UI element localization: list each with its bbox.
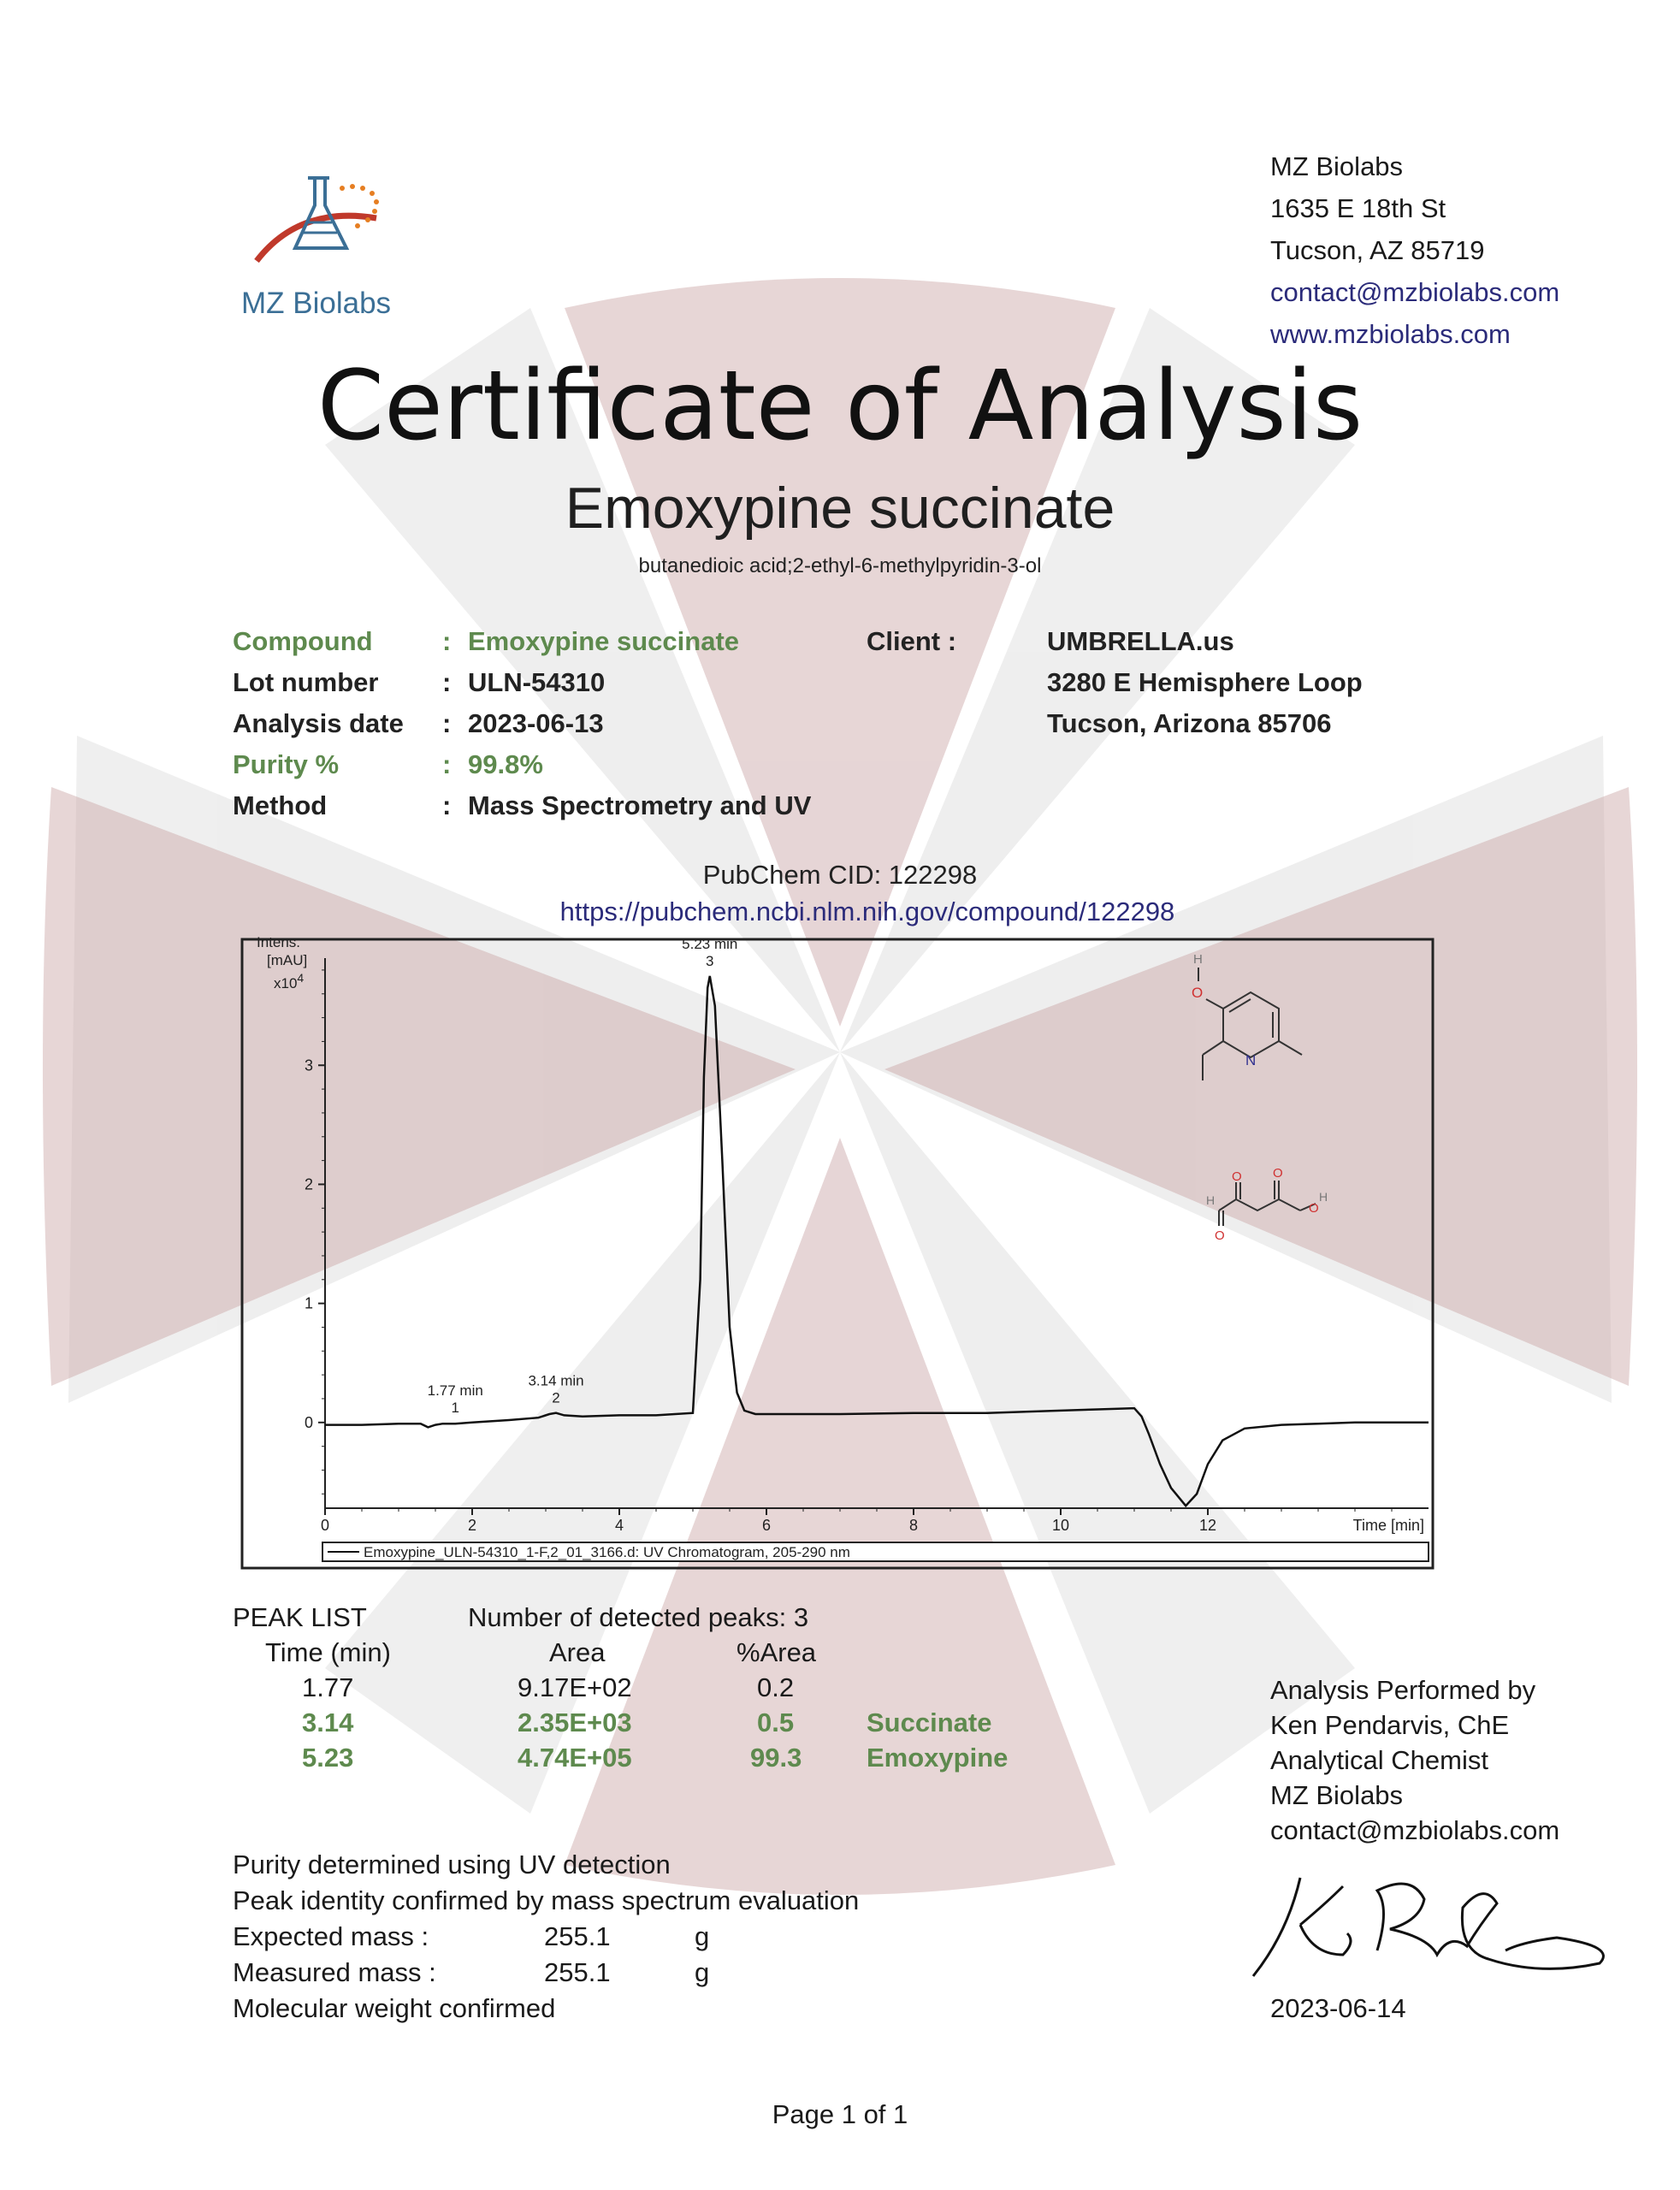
acid-o: O (1309, 1201, 1319, 1216)
x-tick-label: 0 (320, 1517, 330, 1534)
x-tick-label: 2 (467, 1517, 477, 1534)
compound-label: Compound (233, 626, 373, 656)
client-street: 3280 E Hemisphere Loop (1047, 667, 1363, 697)
expected-mass-unit: g (695, 1921, 710, 1951)
purity-value: 99.8% (468, 749, 543, 779)
analyst-block (1270, 1672, 1559, 1848)
analyst-title: Analytical Chemist (1270, 1745, 1488, 1775)
client-city: Tucson, Arizona 85706 (1047, 708, 1332, 738)
table-row-name: Succinate (867, 1708, 992, 1737)
chromatogram-trace (325, 976, 1429, 1506)
chart-frame (242, 939, 1433, 1568)
x-tick-label: 10 (1051, 1517, 1070, 1534)
ylabel-line-3: $x10^4$ (274, 971, 305, 991)
y-tick-label: 3 (304, 1057, 313, 1074)
signature (1249, 1856, 1625, 1993)
table-row-area: 4.74E+05 (518, 1743, 632, 1773)
table-row-area: 9.17E+02 (518, 1672, 632, 1702)
table-row-time: 1.77 (302, 1672, 354, 1702)
measured-mass-label: Measured mass : (233, 1957, 436, 1987)
lab-street: 1635 E 18th St (1270, 193, 1446, 223)
note-mw-confirmed: Molecular weight confirmed (233, 1993, 556, 2023)
succinic-acid-structure-icon (1219, 1181, 1316, 1226)
acid-o: O (1273, 1166, 1283, 1181)
measured-mass-value: 255.1 (544, 1957, 611, 1987)
note-uv: Purity determined using UV detection (233, 1850, 671, 1879)
peak-time-label: 1.77 min (427, 1382, 483, 1399)
client-label: Client : (867, 626, 957, 656)
table-row-percent: 0.5 (757, 1708, 795, 1737)
table-row-area: 2.35E+03 (518, 1708, 632, 1737)
x-tick-label: 6 (761, 1517, 772, 1534)
peak-number-label: 1 (451, 1399, 459, 1416)
detected-peaks-count: Number of detected peaks: 3 (468, 1602, 809, 1632)
page-title: Certificate of Analysis (316, 351, 1364, 462)
expected-mass-label: Expected mass : (233, 1921, 429, 1951)
compound-value: Emoxypine succinate (468, 626, 740, 656)
colon: : (442, 790, 452, 820)
measured-mass-unit: g (695, 1957, 710, 1987)
date-value: 2023-06-13 (468, 708, 604, 738)
acid-o: O (1232, 1169, 1242, 1184)
table-row-percent: 99.3 (750, 1743, 802, 1773)
peak-number-label: 3 (706, 952, 714, 969)
table-row-time: 3.14 (302, 1708, 354, 1737)
y-tick-label: 0 (304, 1413, 313, 1431)
xlabel: Time [min] (1352, 1517, 1424, 1534)
y-tick-label: 2 (304, 1175, 313, 1193)
expected-mass-value: 255.1 (544, 1921, 611, 1951)
uv-chromatogram (240, 937, 1437, 1570)
lab-email-link[interactable]: contact@mzbiolabs.com (1270, 277, 1560, 307)
header-area: Area (549, 1637, 606, 1667)
note-mass-spec: Peak identity confirmed by mass spectrum evaluation (233, 1885, 860, 1915)
peak-time-label: 3.14 min (528, 1372, 584, 1389)
acid-h-left: H (1206, 1193, 1216, 1207)
y-tick-label: 1 (304, 1294, 313, 1312)
header-time: Time (min) (265, 1637, 391, 1667)
iupac-name: butanedioic acid;2-ethyl-6-methylpyridin-3-ol (638, 554, 1042, 577)
colon: : (442, 667, 452, 697)
structure-n: N (1245, 1052, 1257, 1068)
analyst-email: contact@mzbiolabs.com (1270, 1815, 1560, 1845)
page-number: Page 1 of 1 (772, 2099, 908, 2129)
x-tick-label: 4 (614, 1517, 624, 1534)
date-label: Analysis date (233, 708, 404, 738)
flask-logo-icon (248, 171, 419, 274)
compound-subtitle: Emoxypine succinate (565, 476, 1115, 541)
ylabel-line-1: Intens. (257, 937, 301, 950)
method-label: Method (233, 790, 328, 820)
analyst-name: Ken Pendarvis, ChE (1270, 1710, 1510, 1740)
method-value: Mass Spectrometry and UV (468, 790, 812, 820)
logo-text: MZ Biolabs (241, 287, 392, 320)
client-name: UMBRELLA.us (1047, 626, 1234, 656)
ylabel-line-2: [mAU] (267, 952, 308, 968)
x-tick-label: 12 (1198, 1517, 1217, 1534)
analyst-org: MZ Biolabs (1270, 1780, 1404, 1810)
peak-time-label: 5.23 min (682, 937, 738, 952)
lab-web-link[interactable]: www.mzbiolabs.com (1270, 319, 1511, 349)
table-row-name: Emoxypine (867, 1743, 1009, 1773)
lot-label: Lot number (233, 667, 379, 697)
peak-list-title: PEAK LIST (233, 1602, 367, 1632)
x-tick-label: 8 (908, 1517, 919, 1534)
pubchem-link[interactable]: https://pubchem.ncbi.nlm.nih.gov/compound/122298 (559, 897, 1175, 926)
lab-address (1270, 145, 1559, 355)
structure-h: H (1193, 952, 1203, 967)
analyst-line: Analysis Performed by (1270, 1675, 1536, 1705)
signature-date: 2023-06-14 (1270, 1993, 1406, 2023)
acid-o: O (1215, 1228, 1225, 1243)
header-percent: %Area (736, 1637, 817, 1667)
legend-text: Emoxypine_ULN-54310_1-F,2_01_3166.d: UV Chromatogram, 205-290 nm (364, 1544, 850, 1560)
lot-value: ULN-54310 (468, 667, 606, 697)
purity-label: Purity % (233, 749, 340, 779)
pubchem-cid: PubChem CID: 122298 (702, 860, 978, 890)
acid-h-right: H (1319, 1190, 1328, 1204)
colon: : (442, 708, 452, 738)
lab-city: Tucson, AZ 85719 (1270, 235, 1485, 265)
colon: : (442, 749, 452, 779)
lab-name: MZ Biolabs (1270, 151, 1404, 181)
peak-number-label: 2 (552, 1389, 560, 1406)
colon: : (442, 626, 452, 656)
structure-o: O (1192, 985, 1204, 1001)
table-row-percent: 0.2 (757, 1672, 795, 1702)
table-row-time: 5.23 (302, 1743, 354, 1773)
